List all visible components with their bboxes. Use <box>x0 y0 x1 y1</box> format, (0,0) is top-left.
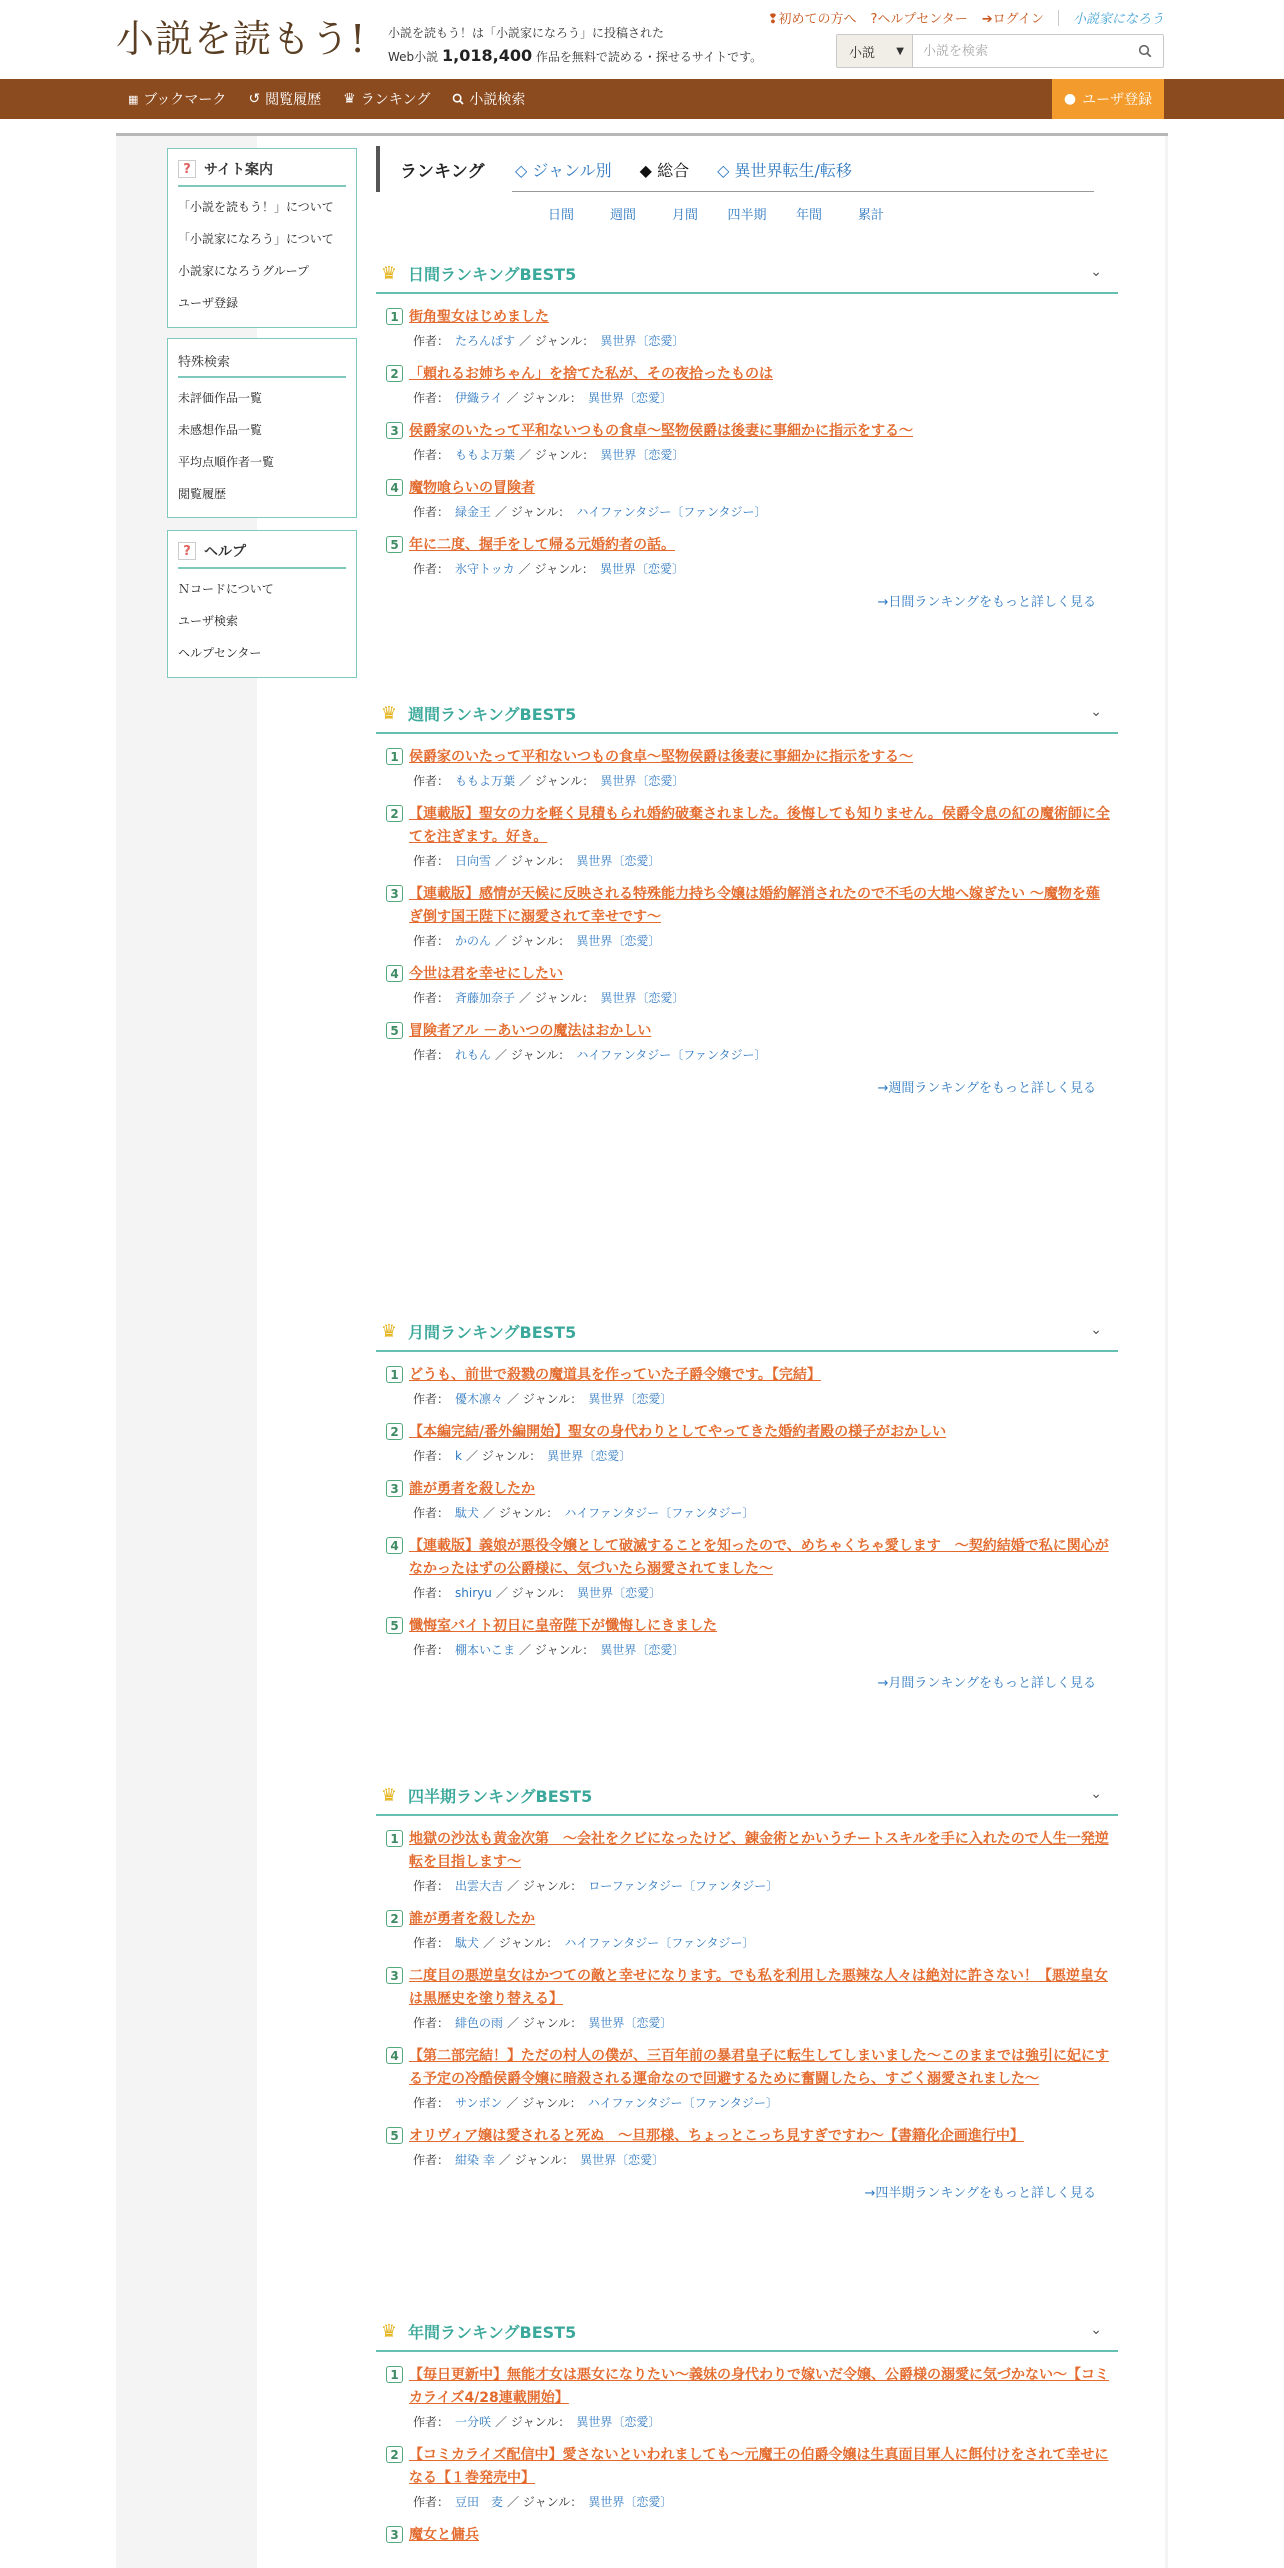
novel-meta <box>413 852 1118 869</box>
login-link[interactable] <box>982 8 1044 27</box>
novel-meta <box>413 1390 1118 1407</box>
list-item <box>386 803 1118 869</box>
novel-title-link[interactable]: 【連載版】感情が天候に反映される特殊能力持ち令嬢は婚約解消されたので不毛の大地へ嫁ぎたい ～魔物を薙ぎ倒す国王陛下に溺愛されて幸せです～ <box>409 886 1100 925</box>
author-link[interactable]: 斉藤加奈子 <box>455 991 516 1005</box>
ranking-tabs <box>376 146 1096 192</box>
novel-title-link[interactable]: 懺悔室バイト初日に皇帝陛下が懺悔しにきました <box>409 1618 717 1634</box>
list-item <box>386 1908 1118 1951</box>
genre-label: ／ ジャンル： <box>495 1586 572 1600</box>
list-item <box>386 1535 1118 1601</box>
period-tab-weekly[interactable]: 週間 <box>609 208 636 223</box>
author-link[interactable]: サンボン <box>455 2096 503 2110</box>
nav-ranking[interactable] <box>343 89 430 109</box>
ranking-section-monthly <box>376 1312 1118 1691</box>
genre-label: ／ ジャンル： <box>519 1643 595 1657</box>
genre-link[interactable]: ハイファンタジー〔ファンタジー〕 <box>564 1506 755 1520</box>
question-icon: ? <box>870 12 878 27</box>
novel-meta <box>413 1584 1118 1601</box>
genre-link[interactable]: ローファンタジー〔ファンタジー〕 <box>588 1879 779 1893</box>
site-guide-title: サイト案内 <box>204 162 274 178</box>
list-item <box>386 746 1118 789</box>
section-title: 年間ランキングBEST5 <box>408 2322 577 2342</box>
author-link[interactable]: かのん <box>455 934 492 948</box>
rank-number-badge: 2 <box>386 805 403 822</box>
genre-label: ／ ジャンル： <box>495 1048 571 1062</box>
sidebar-link-help-center[interactable]: ヘルプセンター <box>178 646 262 660</box>
list-item <box>386 306 1118 349</box>
genre-link[interactable]: 異世界〔恋愛〕 <box>600 448 685 462</box>
author-label: 作者： <box>413 1936 450 1950</box>
nav-ranking-label: ランキング <box>360 92 431 108</box>
sidebar-link-register[interactable]: ユーザ登録 <box>178 296 239 310</box>
rank-number-badge: 2 <box>386 1910 403 1927</box>
chevron-down-icon[interactable]: ⌄ <box>1090 704 1102 720</box>
sidebar-link-no-review[interactable]: 未感想作品一覧 <box>178 423 263 437</box>
genre-label: ／ ジャンル： <box>483 1506 559 1520</box>
novel-title-link[interactable]: 侯爵家のいたって平和ないつもの食卓～堅物侯爵は後妻に事細かに指示をする～ <box>409 749 913 765</box>
sidebar-link-about-narou[interactable]: 「小説家になろう」について <box>178 232 334 246</box>
genre-link[interactable]: 異世界〔恋愛〕 <box>580 2153 665 2167</box>
list-item <box>386 534 1118 577</box>
genre-link[interactable]: 異世界〔恋愛〕 <box>600 774 685 788</box>
genre-link[interactable]: 異世界〔恋愛〕 <box>577 1586 662 1600</box>
nav-bookmark[interactable] <box>128 89 226 109</box>
crown-icon: ♛ <box>380 1784 398 1806</box>
author-label: 作者： <box>413 1449 450 1463</box>
novel-title-link[interactable]: 年に二度、握手をして帰る元婚約者の話。 <box>409 537 675 553</box>
search-icon <box>1138 44 1152 58</box>
list-item <box>386 1421 1118 1464</box>
author-link[interactable]: k <box>455 1449 462 1463</box>
chevron-down-icon[interactable]: ⌄ <box>1090 1322 1102 1338</box>
chevron-down-icon[interactable]: ⌄ <box>1090 264 1102 280</box>
rank-number-badge: 3 <box>386 422 403 439</box>
genre-link[interactable]: 異世界〔恋愛〕 <box>576 854 661 868</box>
novel-meta <box>413 1877 1118 1894</box>
list-item <box>386 420 1118 463</box>
author-link[interactable]: 棚本いこま <box>455 1643 516 1657</box>
sidebar-link-ncode[interactable]: Ｎコードについて <box>178 582 274 596</box>
list-item <box>386 363 1118 406</box>
author-label: 作者： <box>413 2415 450 2429</box>
author-label: 作者： <box>413 2096 450 2110</box>
genre-label: ／ ジャンル： <box>507 2495 583 2509</box>
list-item <box>386 963 1118 1006</box>
crown-icon: ♛ <box>343 91 356 107</box>
more-ranking-link[interactable]: →四半期ランキングをもっと詳しく見る <box>864 2186 1096 2201</box>
novel-title-link[interactable]: 侯爵家のいたって平和ないつもの食卓～堅物侯爵は後妻に事細かに指示をする～ <box>409 423 913 439</box>
genre-link[interactable]: ハイファンタジー〔ファンタジー〕 <box>576 505 767 519</box>
list-item <box>386 883 1118 949</box>
divider <box>512 191 1094 192</box>
genre-label: ／ ジャンル： <box>519 334 595 348</box>
novel-title-link[interactable]: 冒険者アル －あいつの魔法はおかしい <box>409 1023 652 1039</box>
list-item <box>386 1478 1118 1521</box>
crown-icon: ♛ <box>380 1320 398 1342</box>
search-bar <box>836 34 1164 68</box>
author-link[interactable]: ももよ万葉 <box>455 774 516 788</box>
novel-meta <box>413 503 1118 520</box>
help-title: ヘルプ <box>204 544 246 560</box>
list-item <box>386 2045 1118 2111</box>
author-label: 作者： <box>413 2016 450 2030</box>
site-logo[interactable]: 小説を読もう! <box>116 17 367 61</box>
author-link[interactable]: 緋色の雨 <box>455 2016 504 2030</box>
author-label: 作者： <box>413 2153 450 2167</box>
novel-title-link[interactable]: 二度目の悪逆皇女はかつての敵と幸せになります。でも私を利用した悪辣な人々は絶対に許さない！【悪逆皇女は黒歴史を塗り替える】 <box>409 1968 1108 2007</box>
grid-icon: ▦ <box>128 92 139 106</box>
genre-link[interactable]: ハイファンタジー〔ファンタジー〕 <box>564 1936 755 1950</box>
top-links <box>768 8 1164 27</box>
author-label: 作者： <box>413 448 450 462</box>
section-header[interactable] <box>376 1776 1118 1816</box>
novel-meta <box>413 1641 1118 1658</box>
search-icon <box>452 93 464 105</box>
period-tab-yearly[interactable]: 年間 <box>795 208 822 223</box>
genre-link[interactable]: 異世界〔恋愛〕 <box>588 2016 673 2030</box>
register-button[interactable] <box>1052 79 1164 119</box>
question-icon: ? <box>178 160 196 178</box>
novel-meta <box>413 332 1118 349</box>
list-item <box>386 2125 1118 2168</box>
novel-title-link[interactable]: 街角聖女はじめました <box>409 309 549 325</box>
genre-link[interactable]: ハイファンタジー〔ファンタジー〕 <box>587 2096 778 2110</box>
author-label: 作者： <box>413 854 450 868</box>
novel-title-link[interactable]: どうも、前世で殺戮の魔道具を作っていた子爵令嬢です。【完結】 <box>409 1367 821 1383</box>
novel-title-link[interactable]: 魔女と傭兵 <box>409 2527 479 2543</box>
rank-number-badge: 4 <box>386 1537 403 1554</box>
novel-title-link[interactable]: 【毎日更新中】無能才女は悪女になりたい～義妹の身代わりで嫁いだ令嬢、公爵様の溺愛に気づかない～【コミカライズ4/28連載開始】 <box>409 2367 1109 2406</box>
rank-number-badge: 2 <box>386 365 403 382</box>
author-link[interactable]: 日向雪 <box>455 854 492 868</box>
list-item <box>386 2364 1118 2430</box>
rank-number-badge: 5 <box>386 2127 403 2144</box>
novel-meta <box>413 2094 1118 2111</box>
rank-number-badge: 3 <box>386 1967 403 1984</box>
period-tab-quarterly[interactable]: 四半期 <box>727 208 767 223</box>
novel-meta <box>413 2014 1118 2031</box>
crown-icon: ♛ <box>380 702 398 724</box>
ranking-list <box>376 1816 1118 2168</box>
novel-meta <box>413 772 1118 789</box>
genre-link[interactable]: ハイファンタジー〔ファンタジー〕 <box>576 1048 767 1062</box>
list-item <box>386 2444 1118 2510</box>
author-link[interactable]: たろんぱす <box>455 334 516 348</box>
novel-meta <box>413 2493 1118 2510</box>
ranking-title: ランキング <box>400 161 485 182</box>
first-time-link[interactable] <box>768 8 857 27</box>
chevron-down-icon[interactable]: ⌄ <box>1090 1786 1102 1802</box>
genre-label: ／ ジャンル： <box>495 2415 571 2429</box>
rank-number-badge: 1 <box>386 1366 403 1383</box>
author-link[interactable]: 緑金王 <box>455 505 492 519</box>
register-label: ユーザ登録 <box>1082 92 1153 108</box>
novel-title-link[interactable]: 【連載版】義娘が悪役令嬢として破滅することを知ったので、めちゃくちゃ愛します ～契約結婚で私に関心がなかったはずの公爵様に、気づいたら溺愛されてました～ <box>409 1538 1109 1577</box>
author-link[interactable]: 伊織ライ <box>455 391 503 405</box>
novel-meta <box>413 1934 1118 1951</box>
author-link[interactable]: shiryu <box>455 1586 492 1600</box>
rank-number-badge: 1 <box>386 308 403 325</box>
novel-meta <box>413 2413 1118 2430</box>
section-title: 月間ランキングBEST5 <box>408 1322 577 1342</box>
help-center-label: ヘルプセンター <box>877 12 968 27</box>
nav-history[interactable] <box>248 89 321 109</box>
divider <box>1058 10 1059 26</box>
genre-label: ／ ジャンル： <box>495 505 571 519</box>
ranking-list <box>376 2352 1118 2547</box>
novel-meta <box>413 389 1118 406</box>
genre-link[interactable]: 異世界〔恋愛〕 <box>576 934 661 948</box>
author-label: 作者： <box>413 774 450 788</box>
more-ranking-link[interactable]: →日間ランキングをもっと詳しく見る <box>877 595 1096 610</box>
section-title: 四半期ランキングBEST5 <box>408 1786 593 1806</box>
genre-label: ／ ジャンル： <box>483 1936 559 1950</box>
section-header[interactable] <box>376 694 1118 734</box>
sidebar-link-user-search[interactable]: ユーザ検索 <box>178 614 239 628</box>
nav-bookmark-label: ブックマーク <box>143 92 227 108</box>
ranking-section-daily <box>376 254 1118 610</box>
genre-label: ／ ジャンル： <box>506 391 582 405</box>
question-icon: ? <box>178 542 196 560</box>
sidebar-link-unrated[interactable]: 未評価作品一覧 <box>178 391 263 405</box>
site-tagline: 小説を読もう！は「小説家になろう」に投稿された <box>388 26 665 40</box>
sidebar-link-history[interactable]: 閲覧履歴 <box>178 487 227 501</box>
genre-label: ／ ジャンル： <box>507 1879 583 1893</box>
rank-number-badge: 1 <box>386 748 403 765</box>
site-guide-heading <box>178 157 346 187</box>
genre-label: ／ ジャンル： <box>507 1392 583 1406</box>
novel-meta <box>413 2151 1118 2168</box>
novel-meta <box>413 932 1118 949</box>
period-tabs <box>530 204 902 223</box>
genre-link[interactable]: 異世界〔恋愛〕 <box>588 1392 673 1406</box>
list-item <box>386 1615 1118 1658</box>
genre-label: ／ ジャンル： <box>519 448 595 462</box>
sidebar-site-guide <box>167 148 357 328</box>
ranking-list <box>376 734 1118 1063</box>
ranking-list <box>376 294 1118 577</box>
novel-title-link[interactable]: 魔物喰らいの冒険者 <box>409 480 535 496</box>
novel-title-link[interactable]: 【連載版】聖女の力を軽く見積もられ婚約破棄されました。後悔しても知りません。侯爵令息の紅の魔術師に全てを注ぎます。好き。 <box>409 806 1110 845</box>
novel-title-link[interactable]: 【本編完結/番外編開始】聖女の身代わりとしてやってきた婚約者殿の様子がおかしい <box>409 1424 947 1440</box>
period-tab-total[interactable]: 累計 <box>857 208 884 223</box>
novel-meta <box>413 560 1118 577</box>
rank-number-badge: 3 <box>386 2526 403 2543</box>
rank-number-badge: 2 <box>386 1423 403 1440</box>
author-link[interactable]: 出雲大吉 <box>455 1879 504 1893</box>
section-header[interactable] <box>376 254 1118 294</box>
search-type-value: 小説 <box>849 45 876 61</box>
chevron-down-icon[interactable]: ⌄ <box>1090 2322 1102 2338</box>
genre-label: ／ ジャンル： <box>519 991 595 1005</box>
sidebar-link-about-yomou[interactable]: 「小説を読もう！」について <box>178 200 334 214</box>
author-link[interactable]: 駄犬 <box>455 1506 480 1520</box>
rank-number-badge: 5 <box>386 1617 403 1634</box>
first-time-label: 初めての方へ <box>778 12 857 27</box>
help-center-link[interactable] <box>870 8 967 27</box>
genre-link[interactable]: 異世界〔恋愛〕 <box>599 562 684 576</box>
section-title: 日間ランキングBEST5 <box>408 264 577 284</box>
rank-number-badge: 5 <box>386 1022 403 1039</box>
section-header[interactable] <box>376 1312 1118 1352</box>
count-prefix: Web小説 <box>388 50 439 64</box>
author-link[interactable]: 一分咲 <box>455 2415 492 2429</box>
special-search-title: 特殊検索 <box>178 355 231 370</box>
ranking-list <box>376 1352 1118 1658</box>
nav-search[interactable] <box>452 89 525 109</box>
rank-number-badge: 2 <box>386 2446 403 2463</box>
period-tab-daily[interactable]: 日間 <box>547 208 574 223</box>
crown-icon: ♛ <box>380 262 398 284</box>
novel-title-link[interactable]: オリヴィア嬢は愛されると死ぬ ～旦那様、ちょっとこっち見すぎですわ～【書籍化企画進行中】 <box>409 2128 1024 2144</box>
genre-label: ／ ジャンル： <box>495 854 571 868</box>
genre-label: ／ ジャンル： <box>498 2153 575 2167</box>
section-header[interactable] <box>376 2312 1118 2352</box>
list-item <box>386 1020 1118 1063</box>
period-tab-monthly[interactable]: 月間 <box>671 208 698 223</box>
novel-title-link[interactable]: 地獄の沙汰も黄金次第 ～会社をクビになったけど、錬金術とかいうチートスキルを手に入れたので人生一発逆転を目指します～ <box>409 1831 1109 1870</box>
novel-title-link[interactable]: 誰が勇者を殺したか <box>409 1481 535 1497</box>
author-link[interactable]: 優木凛々 <box>455 1392 504 1406</box>
sidebar-link-group[interactable]: 小説家になろうグループ <box>178 264 310 278</box>
author-link[interactable]: 紺染 幸 <box>455 2153 495 2167</box>
more-ranking-link[interactable]: →月間ランキングをもっと詳しく見る <box>877 1676 1096 1691</box>
novel-title-link[interactable]: 誰が勇者を殺したか <box>409 1911 535 1927</box>
novel-meta <box>413 1046 1118 1063</box>
genre-link[interactable]: 異世界〔恋愛〕 <box>547 1449 632 1463</box>
nav-history-label: 閲覧履歴 <box>265 92 322 108</box>
narou-logo-link[interactable]: 小説家になろう <box>1072 12 1164 27</box>
genre-link[interactable]: 異世界〔恋愛〕 <box>576 2415 661 2429</box>
author-link[interactable]: れもん <box>455 1048 492 1062</box>
novel-meta <box>413 989 1118 1006</box>
user-icon: ● <box>1063 91 1077 107</box>
list-item <box>386 1828 1118 1894</box>
author-label: 作者： <box>413 505 450 519</box>
rank-number-badge: 5 <box>386 536 403 553</box>
genre-label: ／ ジャンル： <box>465 1449 542 1463</box>
author-link[interactable]: 豆田 麦 <box>455 2495 504 2509</box>
special-search-heading <box>178 347 346 378</box>
novel-title-link[interactable]: 【コミカライズ配信中】愛さないといわれましても～元魔王の伯爵令嬢は生真面目軍人に餌付けをされて幸せになる【１巻発売中】 <box>409 2447 1109 2486</box>
author-label: 作者： <box>413 2495 450 2509</box>
author-label: 作者： <box>413 1586 450 1600</box>
history-icon: ↺ <box>248 91 261 107</box>
genre-label: ／ ジャンル： <box>507 2016 583 2030</box>
genre-label: ／ ジャンル： <box>518 562 594 576</box>
genre-label: ／ ジャンル： <box>519 774 595 788</box>
rank-number-badge: 1 <box>386 2366 403 2383</box>
rank-number-badge: 3 <box>386 885 403 902</box>
bookmark-icon: ❢ <box>767 12 779 27</box>
count-suffix: 作品を無料で読める・探せるサイトです。 <box>535 50 763 64</box>
search-input[interactable] <box>913 35 1127 67</box>
rank-number-badge: 4 <box>386 479 403 496</box>
genre-label: ／ ジャンル： <box>495 934 571 948</box>
author-link[interactable]: 氷守トッカ <box>455 562 515 576</box>
genre-link[interactable]: 異世界〔恋愛〕 <box>588 2495 673 2509</box>
work-count-line <box>388 46 762 65</box>
rank-number-badge: 4 <box>386 965 403 982</box>
sidebar-link-average-authors[interactable]: 平均点順作者一覧 <box>178 455 275 469</box>
genre-link[interactable]: 異世界〔恋愛〕 <box>587 391 672 405</box>
more-ranking-link[interactable]: →週間ランキングをもっと詳しく見る <box>877 1081 1096 1096</box>
genre-label: ／ ジャンル： <box>506 2096 582 2110</box>
tab-genre[interactable]: ◇ ジャンル別 <box>515 160 612 180</box>
author-label: 作者： <box>413 1048 450 1062</box>
genre-link[interactable]: 異世界〔恋愛〕 <box>600 334 685 348</box>
tab-isekai[interactable]: ◇ 異世界転生/転移 <box>717 160 852 180</box>
sidebar-special-search <box>167 338 357 518</box>
ranking-section-yearly <box>376 2312 1118 2561</box>
novel-meta <box>413 1447 1118 1464</box>
author-label: 作者： <box>413 334 450 348</box>
author-label: 作者： <box>413 1879 450 1893</box>
author-label: 作者： <box>413 1643 450 1657</box>
author-label: 作者： <box>413 1506 450 1520</box>
nav-search-label: 小説検索 <box>469 92 526 108</box>
section-title: 週間ランキングBEST5 <box>408 704 577 724</box>
login-label: ログイン <box>992 12 1044 27</box>
author-link[interactable]: ももよ万葉 <box>455 448 516 462</box>
novel-meta <box>413 1504 1118 1521</box>
author-label: 作者： <box>413 934 450 948</box>
tab-overall[interactable]: ◆ 総合 <box>639 160 690 180</box>
main-nav <box>0 79 1284 119</box>
genre-link[interactable]: 異世界〔恋愛〕 <box>600 1643 685 1657</box>
ranking-section-quarterly <box>376 1776 1118 2201</box>
rank-number-badge: 1 <box>386 1830 403 1847</box>
novel-title-link[interactable]: 今世は君を幸せにしたい <box>409 966 563 982</box>
search-type-select[interactable] <box>837 35 913 67</box>
sidebar-help <box>167 530 357 678</box>
ranking-section-weekly <box>376 694 1118 1096</box>
rank-number-badge: 4 <box>386 2047 403 2064</box>
rank-number-badge: 3 <box>386 1480 403 1497</box>
author-label: 作者： <box>413 1392 450 1406</box>
chevron-down-icon: ▼ <box>896 45 904 57</box>
author-link[interactable]: 駄犬 <box>455 1936 480 1950</box>
novel-title-link[interactable]: 「頼れるお姉ちゃん」を捨てた私が、その夜拾ったものは <box>409 366 773 382</box>
novel-title-link[interactable]: 【第二部完結！】ただの村人の僕が、三百年前の暴君皇子に転生してしまいました～このままでは強引に妃にする予定の冷酷侯爵令嬢に暗殺される運命なので回避するために奮闘したら、すごく溺愛されました～ <box>409 2048 1109 2087</box>
list-item <box>386 1364 1118 1407</box>
search-button[interactable] <box>1127 35 1163 67</box>
login-icon: ➔ <box>981 12 993 27</box>
author-label: 作者： <box>413 991 450 1005</box>
help-heading <box>178 539 346 569</box>
novel-meta <box>413 446 1118 463</box>
list-item <box>386 477 1118 520</box>
author-label: 作者： <box>413 391 450 405</box>
author-label: 作者： <box>413 562 450 576</box>
crown-icon: ♛ <box>380 2320 398 2342</box>
genre-link[interactable]: 異世界〔恋愛〕 <box>600 991 685 1005</box>
list-item <box>386 1965 1118 2031</box>
work-count: 1,018,400 <box>442 46 533 65</box>
list-item <box>386 2524 1118 2547</box>
site-header <box>0 0 1284 79</box>
